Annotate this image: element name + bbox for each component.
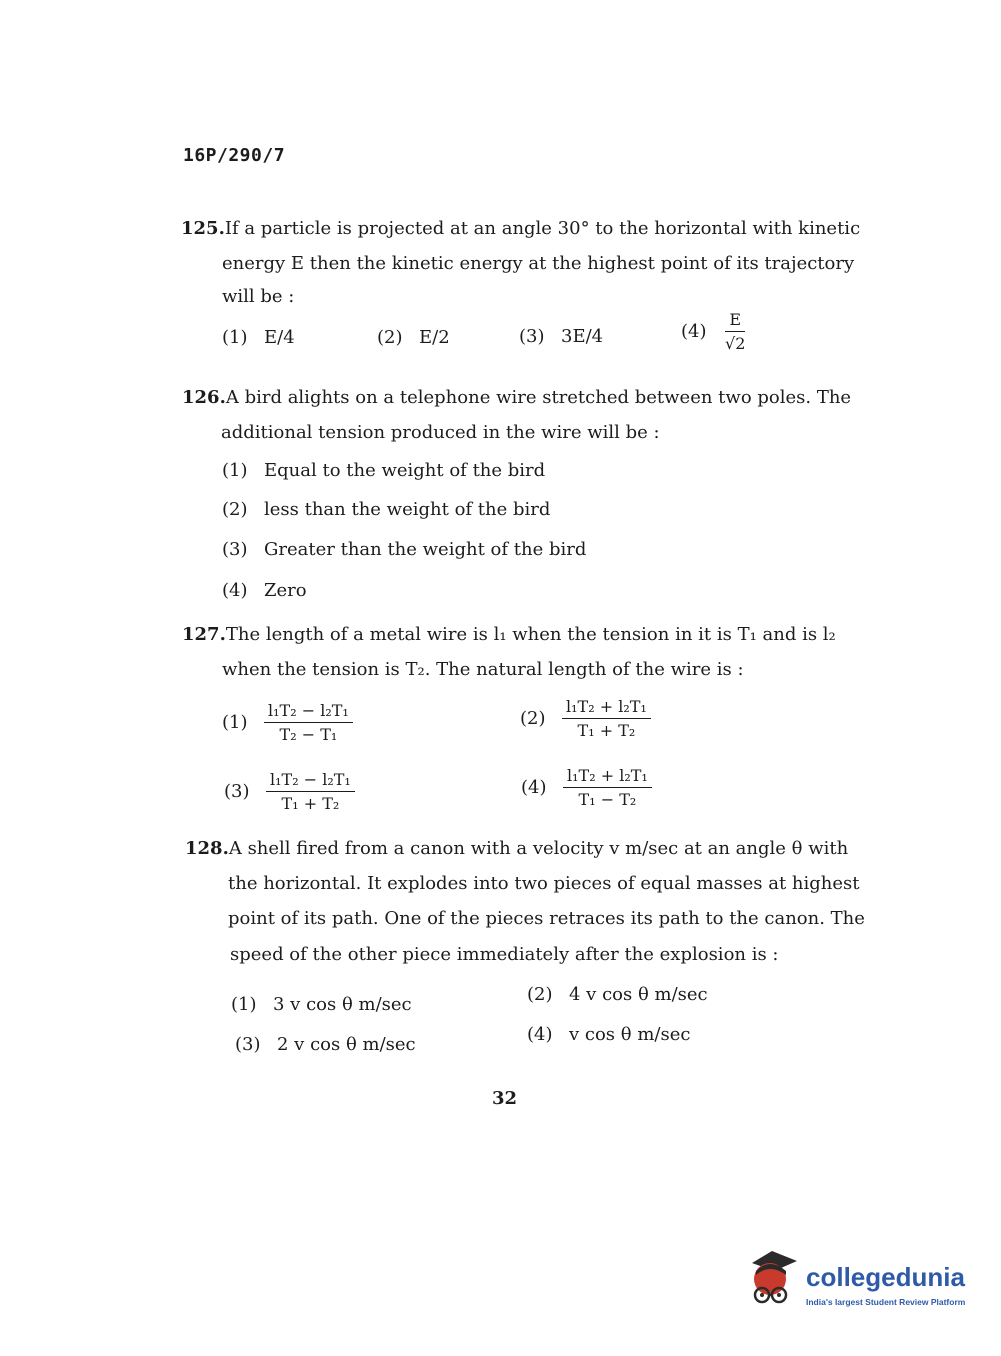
option-127-1: (1) $\frac{\text{l₁T₂ − l₂T₁}}{\text{T₂ − T₁}}$ bbox=[222, 701, 353, 744]
option-text: 3E/4 bbox=[561, 326, 604, 347]
option-126-1: (1) Equal to the weight of the bird bbox=[222, 460, 546, 481]
option-128-2: (2) 4 v cos θ m/sec bbox=[527, 984, 708, 1005]
option-126-4: (4) Zero bbox=[222, 580, 307, 601]
fraction: $\frac{E}{√2}$ bbox=[725, 310, 746, 353]
option-126-3: (3) Greater than the weight of the bird bbox=[222, 539, 587, 560]
option-125-4: (4) $\frac{E}{√2}$ bbox=[681, 310, 749, 353]
question-text: The length of a metal wire is l₁ when the tension in it is T₁ and is l₂ bbox=[225, 624, 836, 645]
question-number: 125. bbox=[181, 218, 225, 239]
option-text: 4 v cos θ m/sec bbox=[569, 984, 708, 1005]
fraction: $\frac{\text{l₁T₂ − l₂T₁}}{\text{T₁ + T₂}}$ bbox=[266, 770, 355, 813]
logo-wordmark: collegedunia bbox=[806, 1262, 965, 1292]
option-127-3: (3) $\frac{\text{l₁T₂ − l₂T₁}}{\text{T₁ + T₂}}$ bbox=[224, 770, 355, 813]
paper-code: 16P/290/7 bbox=[183, 145, 286, 166]
option-text: Equal to the weight of the bird bbox=[264, 460, 546, 481]
question-128-line-3: point of its path. One of the pieces retraces its path to the canon. The bbox=[228, 908, 865, 929]
option-125-2: (2) E/2 bbox=[377, 327, 450, 348]
mascot-icon bbox=[742, 1245, 802, 1315]
question-125-line-1 bbox=[181, 218, 860, 239]
question-128-line-2: the horizontal. It explodes into two pieces of equal masses at highest bbox=[228, 873, 860, 894]
question-128-line-4: speed of the other piece immediately after the explosion is : bbox=[230, 944, 779, 965]
option-127-2: (2) $\frac{\text{l₁T₂ + l₂T₁}}{\text{T₁ + T₂}}$ bbox=[520, 697, 651, 740]
question-126-line-1 bbox=[182, 387, 851, 408]
question-number: 126. bbox=[182, 387, 226, 408]
option-126-2: (2) less than the weight of the bird bbox=[222, 499, 551, 520]
option-125-3: (3) 3E/4 bbox=[519, 326, 604, 347]
option-text: v cos θ m/sec bbox=[569, 1024, 691, 1045]
fraction: $\frac{\text{l₁T₂ + l₂T₁}}{\text{T₁ + T₂}}$ bbox=[562, 697, 651, 740]
question-125-line-2: energy E then the kinetic energy at the highest point of its trajectory bbox=[222, 253, 855, 274]
option-text: E/4 bbox=[264, 327, 295, 348]
option-text: 2 v cos θ m/sec bbox=[277, 1034, 416, 1055]
fraction: $\frac{\text{l₁T₂ + l₂T₁}}{\text{T₁ − T₂}}$ bbox=[563, 766, 652, 809]
option-125-1: (1) E/4 bbox=[222, 327, 295, 348]
question-text: A bird alights on a telephone wire stretched between two poles. The bbox=[225, 387, 852, 408]
question-number: 128. bbox=[185, 838, 229, 859]
question-126-line-2: additional tension produced in the wire will be : bbox=[221, 422, 660, 443]
option-128-4: (4) v cos θ m/sec bbox=[527, 1024, 691, 1045]
question-text: If a particle is projected at an angle 30° to the horizontal with kinetic bbox=[224, 218, 861, 239]
logo-tagline: India's largest Student Review Platform bbox=[806, 1297, 966, 1307]
question-127-line-2: when the tension is T₂. The natural length of the wire is : bbox=[222, 659, 744, 680]
option-128-1: (1) 3 v cos θ m/sec bbox=[231, 994, 412, 1015]
question-128-line-1 bbox=[185, 838, 848, 859]
page-number: 32 bbox=[492, 1088, 518, 1109]
question-125-line-3: will be : bbox=[222, 286, 295, 307]
option-text: E/2 bbox=[419, 327, 450, 348]
question-127-line-1 bbox=[182, 624, 836, 645]
option-text: Greater than the weight of the bird bbox=[264, 539, 587, 560]
question-number: 127. bbox=[182, 624, 226, 645]
option-127-4: (4) $\frac{\text{l₁T₂ + l₂T₁}}{\text{T₁ − T₂}}$ bbox=[521, 766, 652, 809]
option-128-3: (3) 2 v cos θ m/sec bbox=[235, 1034, 416, 1055]
option-text: less than the weight of the bird bbox=[264, 499, 551, 520]
fraction: $\frac{\text{l₁T₂ − l₂T₁}}{\text{T₂ − T₁}}$ bbox=[264, 701, 353, 744]
option-text: Zero bbox=[264, 580, 307, 601]
option-text: 3 v cos θ m/sec bbox=[273, 994, 412, 1015]
question-text: A shell fired from a canon with a velocity v m/sec at an angle θ with bbox=[228, 838, 849, 859]
